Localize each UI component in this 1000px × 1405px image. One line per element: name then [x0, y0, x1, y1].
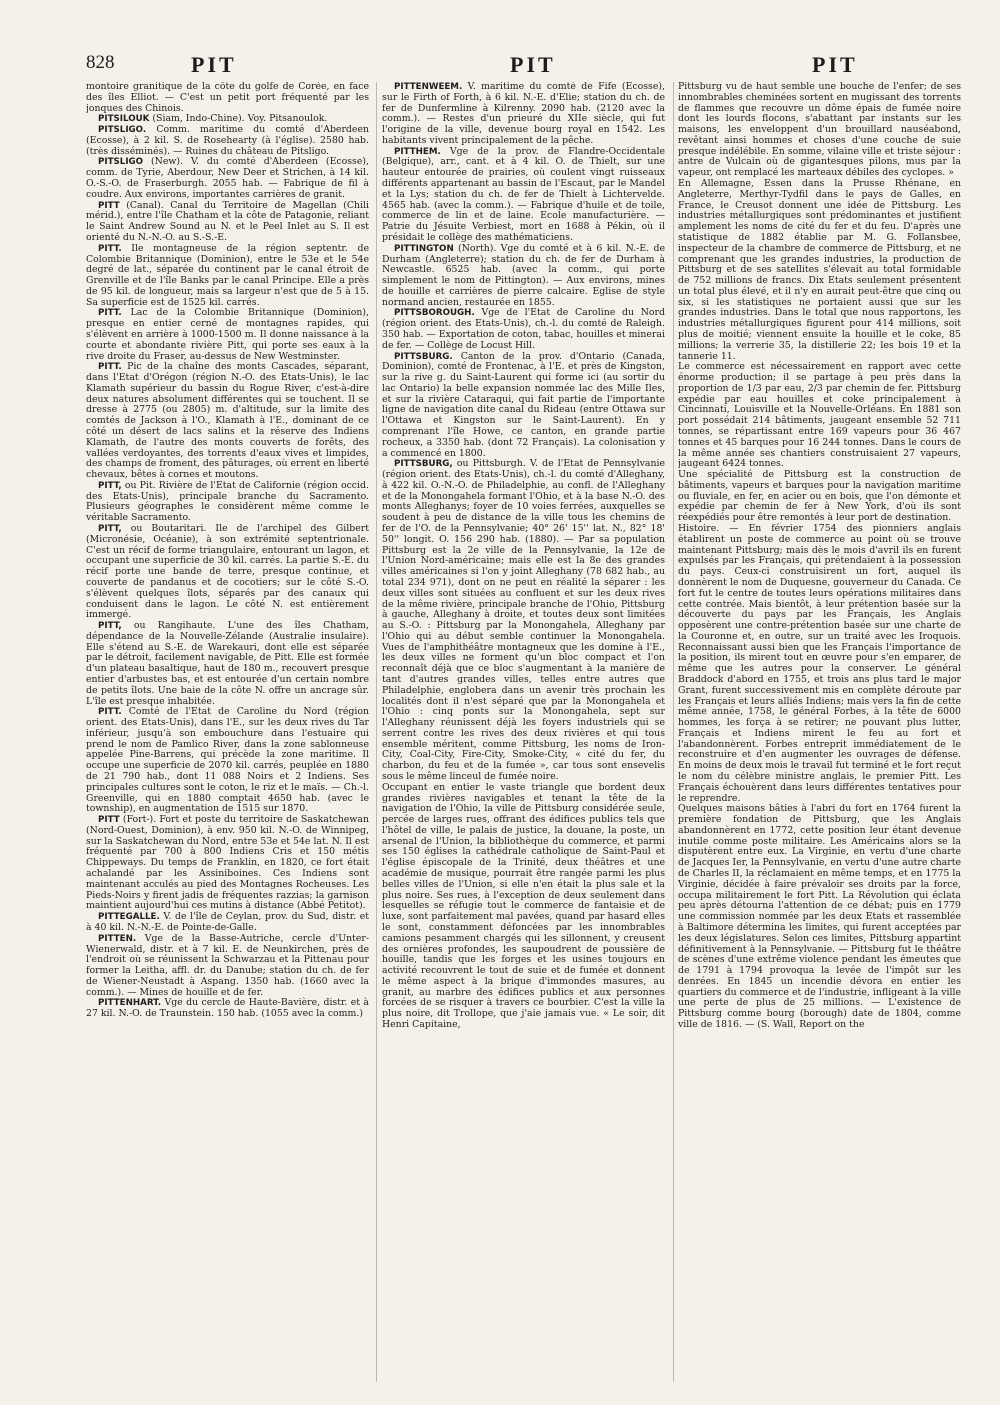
entry-text: (Siam, Indo-Chine). Voy. Pitsanoulok.: [152, 113, 328, 125]
entry-text: ou Pittsburgh. V. de l'Etat de Pennsylvanie (région orient. des Etats-Unis), ch.-l. du comté d'Alleghany, à 422 kil. O.-N.-O. de Philadelphie, au confl. de l'Alleghany et de la Monongahela formant l'Ohio, et à la base N.-O. des monts Alleghanys; foyer de 10 voies ferrées, auxquelles se soudent à peu de distance de la ville tous les chemins de fer de l'O. de la Pennsylvanie; 40° 26' 15'' lat. N., 82° 18' 50'' longit. O. 156 290 hab. (1880). — Par sa population Pittsburg est la 2e ville de la Pennsylvanie, la 12e de l'Union Nord-américaine; mais elle est la 8e des grandes villes américaines si l'on y joint Alleghany (78 682 hab., au total 234 971), dont on ne peut en réalité la séparer : les deux villes sont situées au confluent et sur les deux rives de la même rivière, principale branche de l'Ohio, Pittsburg à gauche, Alleghany à droite, et toutes deux sont limitées au S.-O. : Pittsburg par la Monongahela, Alleghany par l'Ohio qui au début semble continuer la Monongahela. Vues de l'amphithéâtre montagneux que les domine à l'E., les deux villes ne forment qu'un bloc compact et l'on reconnaît déjà que ce bloc s'augmentant à la manière de tant d'autres grandes villes, telles entre autres que Philadelphie, englobera dans un avenir très prochain les localités dont il n'est séparé que par la Monongahela et l'Ohio : cinq ponts sur la Monongahela, sept sur l'Alleghany réunissent déjà les foyers industriels qui se serrent contre les rives des deux rivières et qui tous ensemble méritent, comme Pittsburg, les noms de Iron-City, Coal-City, Fire-City, Smoke-City, « cité du fer, du charbon, du feu et de la fumée », car tous sont ensevelis sous le même linceul de fumée noire.: [382, 458, 665, 782]
dictionary-entry: [382, 783, 665, 1031]
entry-headword: PITSLIGO.: [98, 125, 147, 136]
entry-text: Vge de l'Etat de Caroline du Nord (région orient. des Etats-Unis), ch.-l. du comté de Raleigh. 350 hab. — Exportation de coton, tabac, houilles et minerai de fer. — Collège de Locust Hill.: [382, 307, 665, 351]
entry-headword: PITT: [98, 200, 120, 211]
entry-text: Quelques maisons bâties à l'abri du fort en 1764 furent la première fondation de Pittsburg, que les Anglais abandonnèrent en 1772, cette position leur étant devenue inutile comme poste militaire. Les Américains alors se la disputèrent entre eux. La Virginie, en vertu d'une charte de Jacques Ier, la Pennsylvanie, en vertu d'une autre charte de Charles II, la réclamaient en même temps, et en 1775 la Virginie, décidée à faire prévaloir ses droits par la force, occupa militairement le fort Pitt. La Révolution qui éclata peu après détourna l'attention de ce débat; puis en 1779 une commission nommée par les deux Etats et rassemblée à Baltimore détermina les limites, qui furent acceptées par les deux législatures. Selon ces limites, Pittsburg appartint définitivement à la Pennsylvanie. — Pittsburg fut le théâtre de scènes d'une extrême violence pendant les émeutes que de 1791 à 1794 provoqua la levée de l'impôt sur les denrées. En 1845 un incendie dévora en entier les quartiers du commerce et de l'industrie, infligeant à la ville une perte de plus de 25 millions. — L'existence de Pittsburg comme bourg (borough) date de 1804, comme ville de 1816. — (S. Wall, Report on the: [678, 803, 961, 1030]
dictionary-entry: [86, 815, 369, 912]
entry-text: Histoire. — En février 1754 des pionniers anglais établirent un poste de commerce au point où se trouve maintenant Pittsburg; mais dès le mois d'avril ils en furent expulsés par les Français, qui prétendaient à la possession du pays. Ceux-ci construisirent un fort, auquel ils donnèrent le nom de Duquesne, gouverneur du Canada. Ce fort fut le centre de toutes leurs opérations militaires dans cette contrée. Mais bientôt, à leur prétention basée sur la découverte du pays par les Français, les Anglais opposèrent une contre-prétention basée sur une charte de la Couronne et, en outre, sur un traité avec les Iroquois. Reconnaissant aussi bien que les Français l'importance de la position, ils mirent tout en œuvre pour s'en emparer, de même que les autres pour la conserver. Le général Braddock d'abord en 1755, et trois ans plus tard le major Grant, furent successivement mis en complète déroute par les Français et leurs alliés Indiens; mais vers la fin de cette même année, 1758, le général Forbes, à la tête de 6000 hommes, les força à se retirer; ne pouvant plus lutter, Français et Indiens mirent le feu au fort et l'abandonnèrent. Forbes entreprit immédiatement de le reconstruire et d'en augmenter les ouvrages de défense. En moins de deux mois le travail fut terminé et le fort reçut le nom du célèbre ministre anglais, le premier Pitt. Les Français échouèrent dans leurs différentes tentatives pour le reprendre.: [678, 523, 961, 804]
entry-text: (Canal). Canal du Territoire de Magellan (Chili mérid.), entre l'île Chatham et la côte de Patagonie, reliant le Saint Andrew Sound au N. et le Peel Inlet au S. Il est orienté du N.-N.-O. au S.-S.-E.: [86, 199, 369, 243]
entry-headword: PITTINGTON: [394, 243, 454, 254]
dictionary-entry: [86, 621, 369, 707]
entry-text: ou Rangihaute. L'une des îles Chatham, dépendance de la Nouvelle-Zélande (Australie insulaire). Elle s'étend au S.-E. de Warekauri, dont elle est séparée par le détroit, facilement navigable, de Pitt. Elle est formée d'un plateau basaltique, haut de 180 m., recouvert presque entier d'arbustes bas, et est entourée d'un certain nombre de petits îlots. Une baie de la côte N. offre un ancrage sûr. L'île est presque inhabitée.: [86, 620, 369, 707]
entry-text: Comm. maritime du comté d'Aberdeen (Ecosse), à 2 kil. S. de Rosehearty (à l'église). 2580 hab. (très disséminés). — Ruines du château de Pitsligo.: [86, 124, 369, 157]
column-3: [678, 82, 961, 1392]
entry-text: Une spécialité de Pittsburg est la construction de bâtiments, vapeurs et barques pour la navigation maritime ou fluviale, en fer, en acier ou en bois, que l'on démonte et expédie par chemin de fer à New York, d'où ils sont réexpédiés pour être remontés à leur port de destination.: [678, 469, 961, 524]
entry-headword: PITTSBURG.: [394, 351, 453, 362]
dictionary-entry: [86, 524, 369, 621]
entry-headword: PITT: [98, 815, 120, 826]
entry-text: Lac de la Colombie Britannique (Dominion), presque en entier cerné de montagnes rapides, qui s'élèvent en arrière à 1000-1500 m. Il donne naissance à la courte et abondante rivière Pitt, qui porte ses eaux à la rive droite du Fraser, au-dessus de New Westminster.: [86, 307, 369, 362]
entry-headword: PITT.: [98, 308, 122, 319]
text-columns: [86, 82, 960, 1392]
dictionary-entry: [382, 308, 665, 351]
dictionary-entry: [678, 524, 961, 804]
column-1: [86, 82, 369, 1392]
running-head-left: PIT: [191, 52, 237, 77]
dictionary-entry: [86, 244, 369, 309]
entry-headword: PITTEGALLE.: [98, 912, 160, 923]
entry-text: (Fort-). Fort et poste du territoire de Saskatchewan (Nord-Ouest, Dominion), à env. 950 kil. N.-O. de Winnipeg, sur la Saskatchewan du Nord, entre 53e et 54e lat. N. Il est fréquenté par 700 à 800 Indiens Cris et 150 métis Chippeways. Du temps de Franklin, en 1820, ce fort était achalandé par les Assiniboines. Ces Indiens sont maintenant acculés au pied des Montagnes Rocheuses. Les Pieds-Noirs y firent jadis de fréquentes razzias; la garnison maintient aujourd'hui ces mutins à distance (Abbé Petitot).: [86, 814, 369, 912]
entry-text: (North). Vge du comté et à 6 kil. N.-E. de Durham (Angleterre); station du ch. de fer de Durham à Newcastle. 6525 hab. (avec la comm., qui porte simplement le nom de Pittington). — Aux environs, mines de houille et carrières de pierre calcaire. Eglise de style normand ancien, restaurée en 1855.: [382, 242, 665, 308]
entry-text: V. de l'île de Ceylan, prov. du Sud, distr. et à 40 kil. N.-N.-E. de Pointe-de-Galle.: [86, 911, 369, 933]
entry-headword: PITT.: [98, 707, 122, 718]
entry-text: Occupant en entier le vaste triangle que bordent deux grandes rivières navigables et tenant la tête de la navigation de l'Ohio, la ville de Pittsburg considérée seule, percée de larges rues, offrant des édifices publics tels que l'hôtel de ville, le palais de justice, la douane, la poste, un arsenal de l'Union, la bibliothèque du commerce, et parmi ses 150 églises la cathédrale catholique de Saint-Paul et l'église épiscopale de la Trinité, deux théâtres et une académie de musique, pourrait être rangée parmi les plus belles villes de l'Union, si elle n'en était la plus sale et la plus noire. Ses rues, à l'exception de deux seulement dans lesquelles se réfugie tout le commerce de fantaisie et de luxe, sont parfaitement mal pavées, quand par hasard elles le sont, constamment défoncées par les innombrables camions pesamment chargés qui les sillonnent, y creusent des ornières profondes, les saupoudrent de poussière de houille, tandis que les forges et les usines toujours en activité recouvrent le tout de suie et de fumée et donnent le même aspect à la brique d'immondes masures, au granit, au marbre des édifices publics et aux personnes forcées de se risquer à travers ce bourbier. C'est la ville la plus noire, dit Trollope, que j'aie jamais vue. « Le soir, dit Henri Capitaine,: [382, 781, 665, 1030]
dictionary-entry: [86, 707, 369, 815]
dictionary-entry: [382, 147, 665, 244]
dictionary-entry: [678, 362, 961, 470]
dictionary-entry: [86, 157, 369, 200]
dictionary-entry: [86, 201, 369, 244]
dictionary-entry: [86, 481, 369, 524]
dictionary-entry: [86, 82, 369, 114]
entry-text: (New). V. du comté d'Aberdeen (Ecosse), comm. de Tyrie, Aberdour, New Deer et Strichen, à 14 kil. O.-S.-O. de Fraserburgh. 2055 hab. — Fabrique de fil à coudre. Aux environs, importantes carrières de granit.: [86, 156, 369, 200]
page-header: [0, 0, 1000, 90]
dictionary-entry: [86, 934, 369, 999]
dictionary-entry: [678, 82, 961, 179]
dictionary-entry: [382, 459, 665, 782]
entry-text: V. maritime du comté de Fife (Ecosse), sur le Firth of Forth, à 6 kil. N.-E. d'Elie; station du ch. de fer de Dunfermline à Kilrenny. 2090 hab. (2120 avec la comm.). — Restes d'un prieuré du XIIe siècle, qui fut l'origine de la ville, devenue bourg royal en 1542. Les habitants vivent principalement de la pêche.: [382, 82, 665, 146]
entry-text: Le commerce est nécessairement en rapport avec cette énorme production; il se partage à peu près dans la proportion de 1/3 par eau, 2/3 par chemin de fer. Pittsburg expédie par eau houilles et coke principalement à Cincinnati, Louisville et la Nouvelle-Orléans. En 1881 son port possédait 214 bâtiments, jaugeant ensemble 52 711 tonnes, se répartissant entre 169 vapeurs pour 36 467 tonnes et 45 barques pour 16 244 tonnes. Dans le cours de la même année ses chantiers construisaient 27 vapeurs, jaugeant 6424 tonnes.: [678, 361, 961, 470]
entry-text: montoire granitique de la côte du golfe de Corée, en face des îles Elliot. — C'est un petit port fréquenté par les jonques des Chinois.: [86, 82, 369, 114]
entry-headword: PITTSBOROUGH.: [394, 308, 475, 319]
entry-headword: PITSILOUK: [98, 114, 150, 125]
column-2: [382, 82, 665, 1392]
dictionary-entry: [678, 179, 961, 362]
entry-headword: PITT.: [98, 362, 122, 373]
entry-text: Pic de la chaîne des monts Cascades, séparant, dans l'Etat d'Orégon (région N.-O. des Etats-Unis), le lac Klamath supérieur du bassin du Rogue River, c'est-à-dire deux natures absolument différentes qui se touchent. Il se dresse à 2775 (ou 2805) m. d'altitude, sur la limite des comtés de Jackson à l'O., Klamath à l'E., dominant de ce côté un désert de lacs salins et la réserve des Indiens Klamath, de l'autre des monts couverts de forêts, des vallées verdoyantes, des torrents d'eaux vives et limpides, des champs de froment, des pâturages, où errent en liberté chevaux, bêtes à cornes et moutons.: [86, 361, 369, 481]
running-head-center: PIT: [510, 52, 556, 77]
entry-text: Pittsburg vu de haut semble une bouche de l'enfer; de ses innombrables cheminées sortent en mugissant des torrents de flammes que recouvre un dôme épais de fumée noire dont les lourds flocons, s'abattant par instants sur les maisons, les enveloppent d'un brouillard nauséabond, revêtant ainsi hommes et choses d'une couche de suie presque indélébile. En somme, vilaine ville et triste séjour : antre de Vulcain où de gigantesques pilons, mus par la vapeur, ont remplacé les marteaux débiles des cyclopes. »: [678, 82, 961, 179]
entry-headword: PITTENHART.: [98, 998, 162, 1009]
dictionary-entry: [382, 82, 665, 147]
dictionary-entry: [382, 244, 665, 309]
dictionary-entry: [678, 804, 961, 1030]
dictionary-entry: [86, 308, 369, 362]
dictionary-entry: [86, 912, 369, 934]
dictionary-entry: [86, 125, 369, 157]
page-number: 828: [86, 52, 115, 73]
entry-headword: PITT.: [98, 243, 122, 254]
entry-headword: PITTEN.: [98, 933, 137, 944]
dictionary-entry: [86, 998, 369, 1020]
entry-headword: PITT,: [98, 524, 122, 535]
entry-text: ou Pit. Rivière de l'Etat de Californie (région occid. des Etats-Unis), principale branche du Sacramento. Plusieurs géographes le considèrent même comme le véritable Sacramento.: [86, 479, 369, 524]
dictionary-entry: [86, 362, 369, 481]
dictionary-entry: [678, 470, 961, 524]
entry-text: Vge du cercle de Haute-Bavière, distr. et à 27 kil. N.-O. de Traunstein. 150 hab. (1055 avec la comm.): [86, 997, 369, 1020]
entry-headword: PITTSBURG,: [394, 459, 453, 470]
entry-headword: PITSLIGO: [98, 157, 144, 168]
entry-headword: PITTHEM.: [394, 146, 441, 157]
entry-headword: PITT,: [98, 621, 122, 632]
running-head-right: PIT: [812, 52, 858, 77]
entry-text: Vge de la Basse-Autriche, cercle d'Unter-Wienerwald, distr. et à 7 kil. E. de Neunkirchen, près de l'endroit où se réunissent la Schwarzau et la Pittenau pour former la Leitha, affl. dr. du Danube; station du ch. de fer de Wiener-Neustadt à Aspang. 1350 hab. (1660 avec la comm.). — Mines de houille et de fer.: [86, 932, 369, 998]
entry-text: Canton de la prov. d'Ontario (Canada, Dominion), comté de Frontenac, à l'E. et près de Kingston, sur la rive g. du Saint-Laurent qui forme ici (au sortir du lac Ontario) la belle expansion nommée lac des Mille Iles, et sur la rivière Cataraqui, qui fait partie de l'importante ligne de navigation dite canal du Rideau (entre Ottawa sur l'Ottawa et Kingston sur le Saint-Laurent). En y comprenant l'île Howe, ce canton, en grande partie rocheux, a 3350 hab. (dont 72 Français). La colonisation y a commencé en 1800.: [382, 350, 665, 459]
entry-text: Ile montagneuse de la région septentr. de Colombie Britannique (Dominion), entre le 53e et le 54e degré de lat., séparée du continent par le canal étroit de Grenville et de l'île Banks par le canal Principe. Elle a près de 95 kil. de longueur, mais sa largeur n'est que de 5 à 15. Sa superficie est de 1525 kil. carrés.: [86, 242, 369, 308]
entry-text: Vge de la prov. de Flandre-Occidentale (Belgique), arr., cant. et à 4 kil. O. de Thielt, sur une hauteur entourée de prairies, où coulent vingt ruisseaux différents appartenant au bassin de l'Escaut, par le Mandel et la Lys; station du ch. de fer de Thielt à Lichtervelde. 4565 hab. (avec la comm.). — Fabrique d'huile et de toile, commerce de lin et de laine. Ecole manufacturière. — Patrie du Jésuite Verbiest, mort en 1688 à Pékin, où il présidait le collège des mathématiciens.: [382, 145, 665, 243]
entry-headword: PITTENWEEM.: [394, 82, 463, 92]
entry-headword: PITT,: [98, 480, 122, 491]
entry-text: En Allemagne, Essen dans la Prusse Rhénane, en Angleterre, Merthyr-Tydfil dans le pays de Galles, en France, le Creusot donnent une idée de Pittsburg. Les industries métallurgiques sont prédominantes et justifient amplement les noms de cité du fer et du feu. D'après une statistique de 1882 établie par M. G. Follansbee, inspecteur de la chambre de commerce de Pittsburg, et ne comprenant que les grandes industries, la production de Pittsburg et de ses satellites s'élevait au total formidable de 752 millions de francs. Dix Etats seulement présentent un total plus élevé, et il n'y en aurait peut-être que cinq ou six, si les statistiques ne portaient aussi que sur les grandes industries. Dans le total que nous rapportons, les industries métallurgiques figurent pour 414 millions, soit plus de moitié; viennent ensuite la houille et le coke, 85 millions; la verrerie 35, la distillerie 22; les bois 19 et la tannerie 11.: [678, 178, 961, 362]
dictionary-entry: [382, 352, 665, 460]
entry-text: Comté de l'Etat de Caroline du Nord (région orient. des Etats-Unis), dans l'E., sur les deux rives du Tar inférieur, jusqu'à son embouchure dans l'estuaire qui prend le nom de Pamlico River, dans la zone sablonneuse appelée Pine-Barrens, qui précède la zone maritime. Il occupe une superficie de 2070 kil. carrés, peuplée en 1880 de 21 790 hab., dont 11 088 Noirs et 2 Indiens. Ses principales cultures sont le coton, le riz et le maïs. — Ch.-l. Greenville, qui en 1880 comptait 4650 hab. (avec le township), en augmentation de 1515 sur 1870.: [86, 706, 369, 815]
entry-text: ou Boutaritari. Ile de l'archipel des Gilbert (Micronésie, Océanie), à son extrémité septentrionale. C'est un récif de forme triangulaire, entourant un lagon, et occupant une superficie de 30 kil. carrés. La partie S.-E. du récif porte une bande de terre, presque continue, et couverte de pandanus et de cocotiers; sur le côté S.-O. s'élèvent quelques îlots, séparés par des canaux qui conduisent dans le lagon. Le côté N. est entièrement immergé.: [86, 523, 369, 621]
